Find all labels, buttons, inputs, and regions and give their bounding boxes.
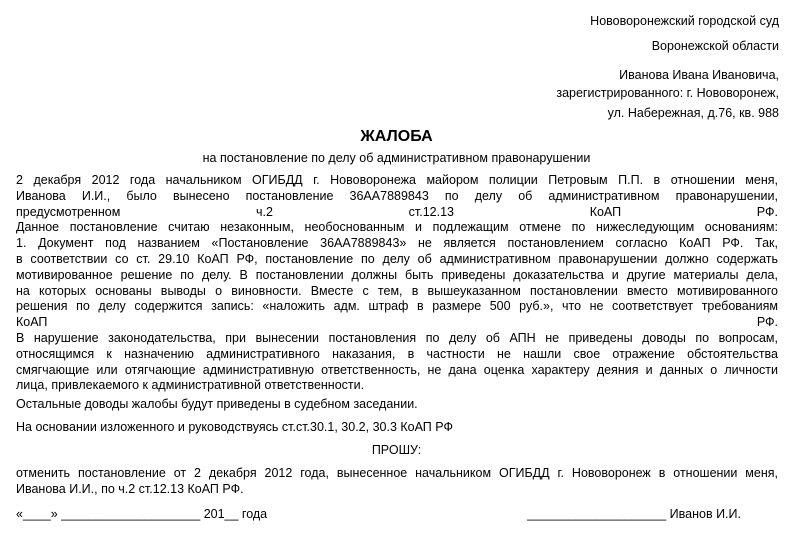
document-subtitle: на постановление по делу об административном правонарушении [202,151,591,165]
paragraph-line: 1. Документ под названием «Постановление 36АА7889843» не является постановлением согласно КоАП РФ. Так, [16,236,778,251]
court-name: Нововоронежский городской суд [590,14,779,28]
paragraph-line: решения по делу содержится запись: «наложить адм. штраф в размере 500 руб.», что не соответствует требованиям [16,299,778,314]
paragraph-line: на которых основаны выводы о виновности. Вместе с тем, в вышеуказанном постановлении вместо мотивированного [16,283,778,298]
applicant-registration: зарегистрированного: г. Нововоронеж, [556,86,779,100]
document-title: ЖАЛОБА [360,128,433,145]
paragraph-line: 2 декабря 2012 года начальником ОГИБДД г. Нововоронежа майором полиции Петровым П.П. в отношении меня, [16,173,778,187]
paragraph-line: На основании изложенного и руководствуясь ст.ст.30.1, 30.2, 30.3 КоАП РФ [16,420,453,434]
paragraph-line: Иванова И.И., было вынесено постановление 36АА7889843 по делу об административном правонарушении, [16,188,778,203]
applicant-address: ул. Набережная, д.76, кв. 988 [607,106,779,120]
request-text [16,466,778,498]
complaint-paragraph-4 [16,420,778,436]
paragraph-line: относящимся к назначению административного наказания, в частности не нашли свое отражение обстоятельства [16,346,778,361]
paragraph-line: отменить постановление от 2 декабря 2012 года, вынесенное начальником ОГИБДД г. Нововоронеж в отношении меня, [16,466,778,480]
date-line: «____» ____________________ 201__ года [16,507,268,521]
paragraph-line: Остальные доводы жалобы будут приведены в судебном заседании. [16,397,418,411]
paragraph-line: Иванова И.И., по ч.2 ст.12.13 КоАП РФ. [16,481,244,496]
paragraph-line: предусмотренном ч.2 ст.12.13 КоАП РФ. [16,204,778,219]
applicant-name: Иванова Ивана Ивановича, [619,68,779,82]
paragraph-line: смягчающие или отягчающие административную ответственность, не дана оценка характеру деяния и данных о личности [16,362,778,377]
paragraph-line: КоАП РФ. [16,315,778,330]
paragraph-line: мотивированное решение по делу. В постановлении должны быть приведены доказательства и другие материалы дела, [16,267,778,282]
paragraph-line: В нарушение законодательства, при вынесении постановления по делу об АПН не приведены доводы по вопросам, [16,330,778,345]
signature-line: ____________________ Иванов И.И. [527,507,741,521]
request-heading: ПРОШУ: [371,443,422,457]
court-region: Воронежской области [651,39,779,53]
complaint-paragraph-3 [16,397,778,413]
paragraph-line: в соответствии со ст. 29.10 КоАП РФ, постановление по делу об административном правонарушении должно содержать [16,251,778,266]
complaint-paragraph-1 [16,173,778,394]
paragraph-line: лица, привлекаемого к административной ответственности. [16,378,365,393]
paragraph-line: Данное постановление считаю незаконным, необоснованным и подлежащим отмене по нижеследующим основаниям: [16,220,778,235]
